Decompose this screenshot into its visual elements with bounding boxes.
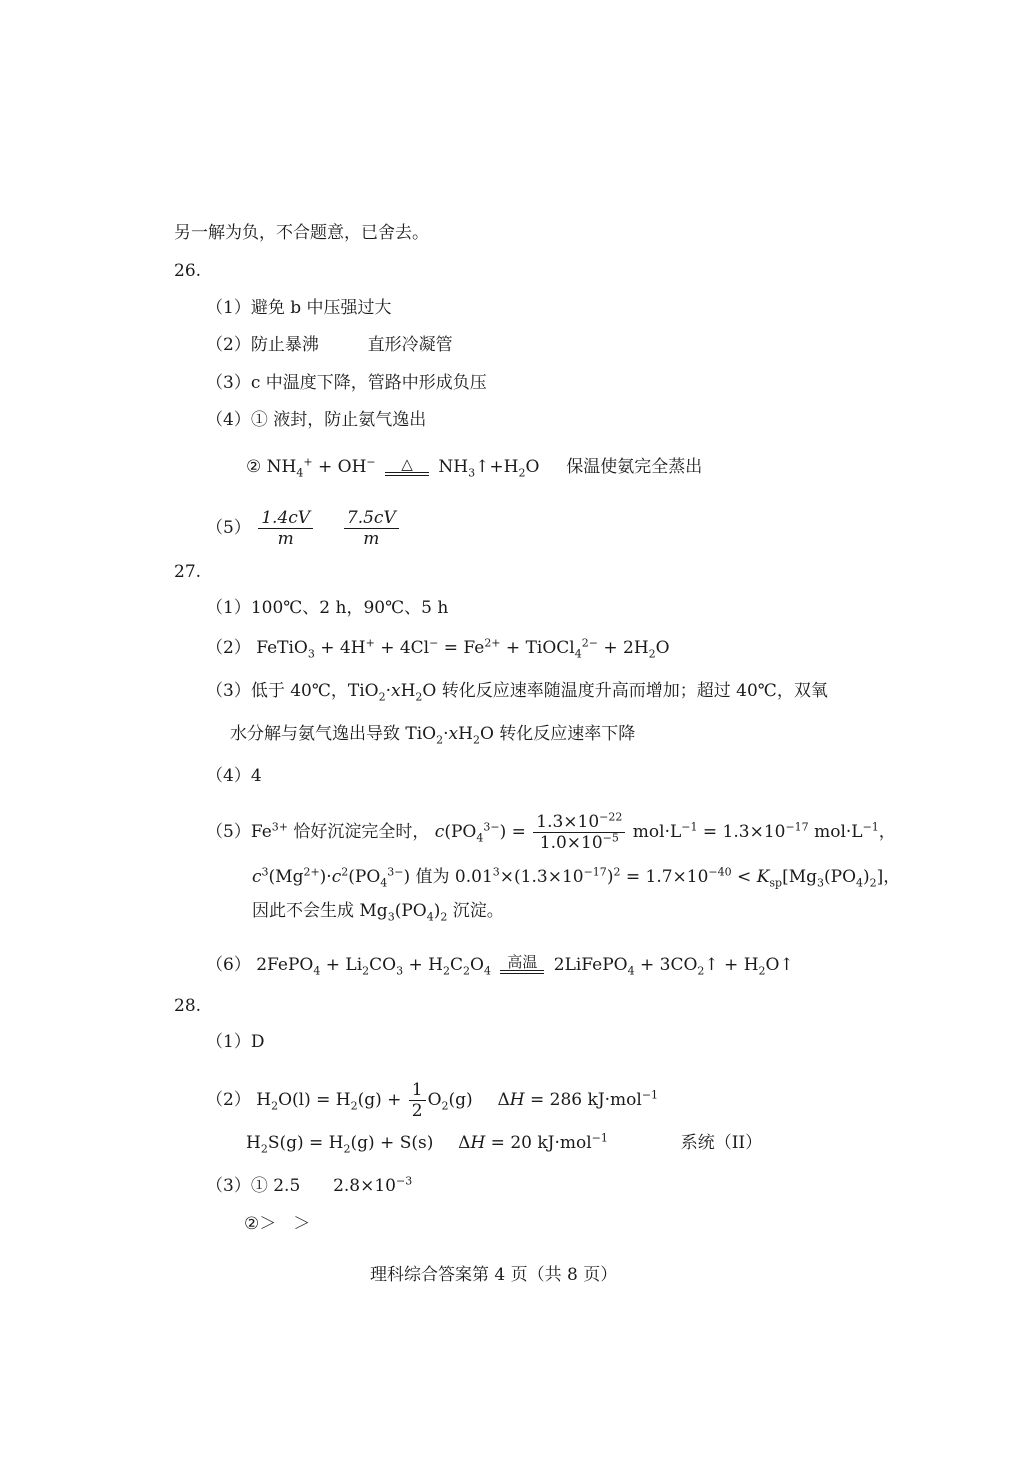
q28-answer-2-line-1: （2） $H_2O(l) = H_2(g)$ + $\frac{1}{2}$ $O_2(g) \Delta H = 286$ kJ·mol$^{-1}$: [206, 1080, 659, 1121]
q26-answer-2-part-a: （2）防止暴沸: [206, 335, 319, 355]
q27-answer-3-line-2: 水分解与氨气逸出导致 $TiO_2\cdot xH_2O$ 转化反应速率下降: [230, 724, 636, 747]
q27-answer-3-text-b: 转化反应速率随温度升高而增加；超过 40℃，双氧: [441, 681, 828, 701]
q26-answer-2-part-b: 直形冷凝管: [367, 335, 453, 355]
equation-fetio3: FeTiO$_3$ + $4H^+ + 4Cl^- = Fe^{2+}$ + TiOCl$_4^{2-}$ + $2H_2O$: [256, 636, 670, 661]
q27-answer-3-line-1: （3）低于 40℃，$TiO_2\cdot xH_2O$ 转化反应速率随温度升高而增加；超过 40℃，双氧: [206, 681, 828, 704]
q27-answer-2: [206, 637, 670, 659]
high-temperature-condition: 高温: [500, 954, 544, 974]
q27-answer-6: [206, 954, 794, 976]
q28-answer-3-2: ②＞ ＞: [244, 1214, 311, 1234]
heating-condition: [385, 456, 429, 476]
q26-answer-2: [206, 334, 453, 356]
q28-answer-2-label: （2）: [206, 1090, 251, 1110]
q26-answer-1: （1）避免 b 中压强过大: [206, 298, 392, 318]
q26-answer-4-2: [246, 456, 702, 478]
q26-answer-4-2-note: 保温使氨完全蒸出: [566, 457, 703, 477]
q28-number: 28.: [174, 996, 202, 1016]
q28-answer-1: （1）D: [206, 1032, 265, 1052]
equation-lifepo4: 2FePO$_4$ + $Li_2CO_3 + H_2C_2O_4$ 高温 2LiFePO$_4$ + $3CO_2↑$ + $H_2O↑$: [256, 953, 794, 978]
q26-answer-3: （3）c 中温度下降，管路中形成负压: [206, 373, 487, 393]
q27-answer-5-label: （5）: [206, 822, 251, 842]
q26-answer-5-label: （5）: [206, 518, 251, 538]
q28-answer-3-1-a: （3）① 2.5: [206, 1176, 301, 1196]
q28-system-answer: 系统（II）: [680, 1133, 763, 1153]
prev-answer-line: 另一解为负，不合题意，已舍去。: [174, 223, 429, 243]
fraction-7-5cV-over-m: $\frac{7.5cV}{m}$: [344, 508, 399, 549]
q26-answer-5: [206, 508, 401, 549]
q27-answer-5-text-3: 因此不会生成: [252, 901, 354, 921]
q26-answer-4-1: （4）① 液封，防止氨气逸出: [206, 410, 427, 430]
q26-number: 26.: [174, 261, 202, 281]
page-footer: 理科综合答案第 4 页（共 8 页）: [370, 1265, 618, 1285]
half-fraction: $\frac{1}{2}$: [409, 1080, 426, 1121]
circle-2: ②: [246, 457, 262, 477]
ksp-fraction: $\frac{1.3\times 10^{-22}}{1.0\times 10^{-5}}$: [533, 812, 625, 853]
q27-answer-5-line-3: 因此不会生成 $Mg_3(PO_4)_2$ 沉淀。: [252, 901, 504, 924]
q27-answer-3-text-a: （3）低于 40℃，: [206, 681, 348, 701]
q27-answer-5-text-2: 值为: [415, 867, 450, 887]
q27-number: 27.: [174, 562, 202, 582]
q27-answer-2-label: （2）: [206, 638, 251, 658]
delta-symbol: △: [401, 455, 413, 473]
q27-answer-6-label: （6）: [206, 955, 251, 975]
q27-answer-1: （1）100℃、2 h，90℃、5 h: [206, 598, 449, 618]
q28-answer-3-1-b: $2.8\times 10^{-3}$: [333, 1174, 413, 1196]
q27-answer-5-text-1: 恰好沉淀完全时，: [293, 822, 430, 842]
q28-answer-2-line-2: $H_2S(g) = H_2(g) + S(s) \Delta H = 20$ kJ·mol$^{-1}$ 系统（II）: [246, 1131, 763, 1156]
q27-answer-3-text-d: 转化反应速率下降: [499, 724, 636, 744]
equation-ammonia: $NH_4^+ + OH^-$ △ $NH_3↑+H_2O$: [266, 455, 545, 480]
q27-answer-4: （4）4: [206, 766, 262, 786]
q28-answer-3-1: [206, 1175, 412, 1197]
q27-answer-5-line-1: $(5)Fe^{3+}$ 恰好沉淀完全时， $c(PO_4^{3-})$ = $\frac{1.3\times 10^{-22}}{1.0\times 10^{-5}}$ $mol\cdot L^{-1} = 1.3\times 10^{-17}$ $mol\cdot L^{-1}$，: [206, 810, 896, 853]
q27-answer-3-text-c: 水分解与氨气逸出导致: [230, 724, 400, 744]
q27-answer-5-line-2: $c^3(Mg^{2+})\cdot c^2(PO_4^{3-})$ 值为 $0.01^3\times(1.3\times 10^{-17})^2 = 1.7\times 10^{-40} < K_{sp}[Mg_3(PO_4)_2]$，: [252, 865, 901, 890]
q27-answer-5-text-4: 沉淀。: [452, 901, 504, 921]
fraction-1-4cV-over-m: $\frac{1.4cV}{m}$: [258, 508, 313, 549]
